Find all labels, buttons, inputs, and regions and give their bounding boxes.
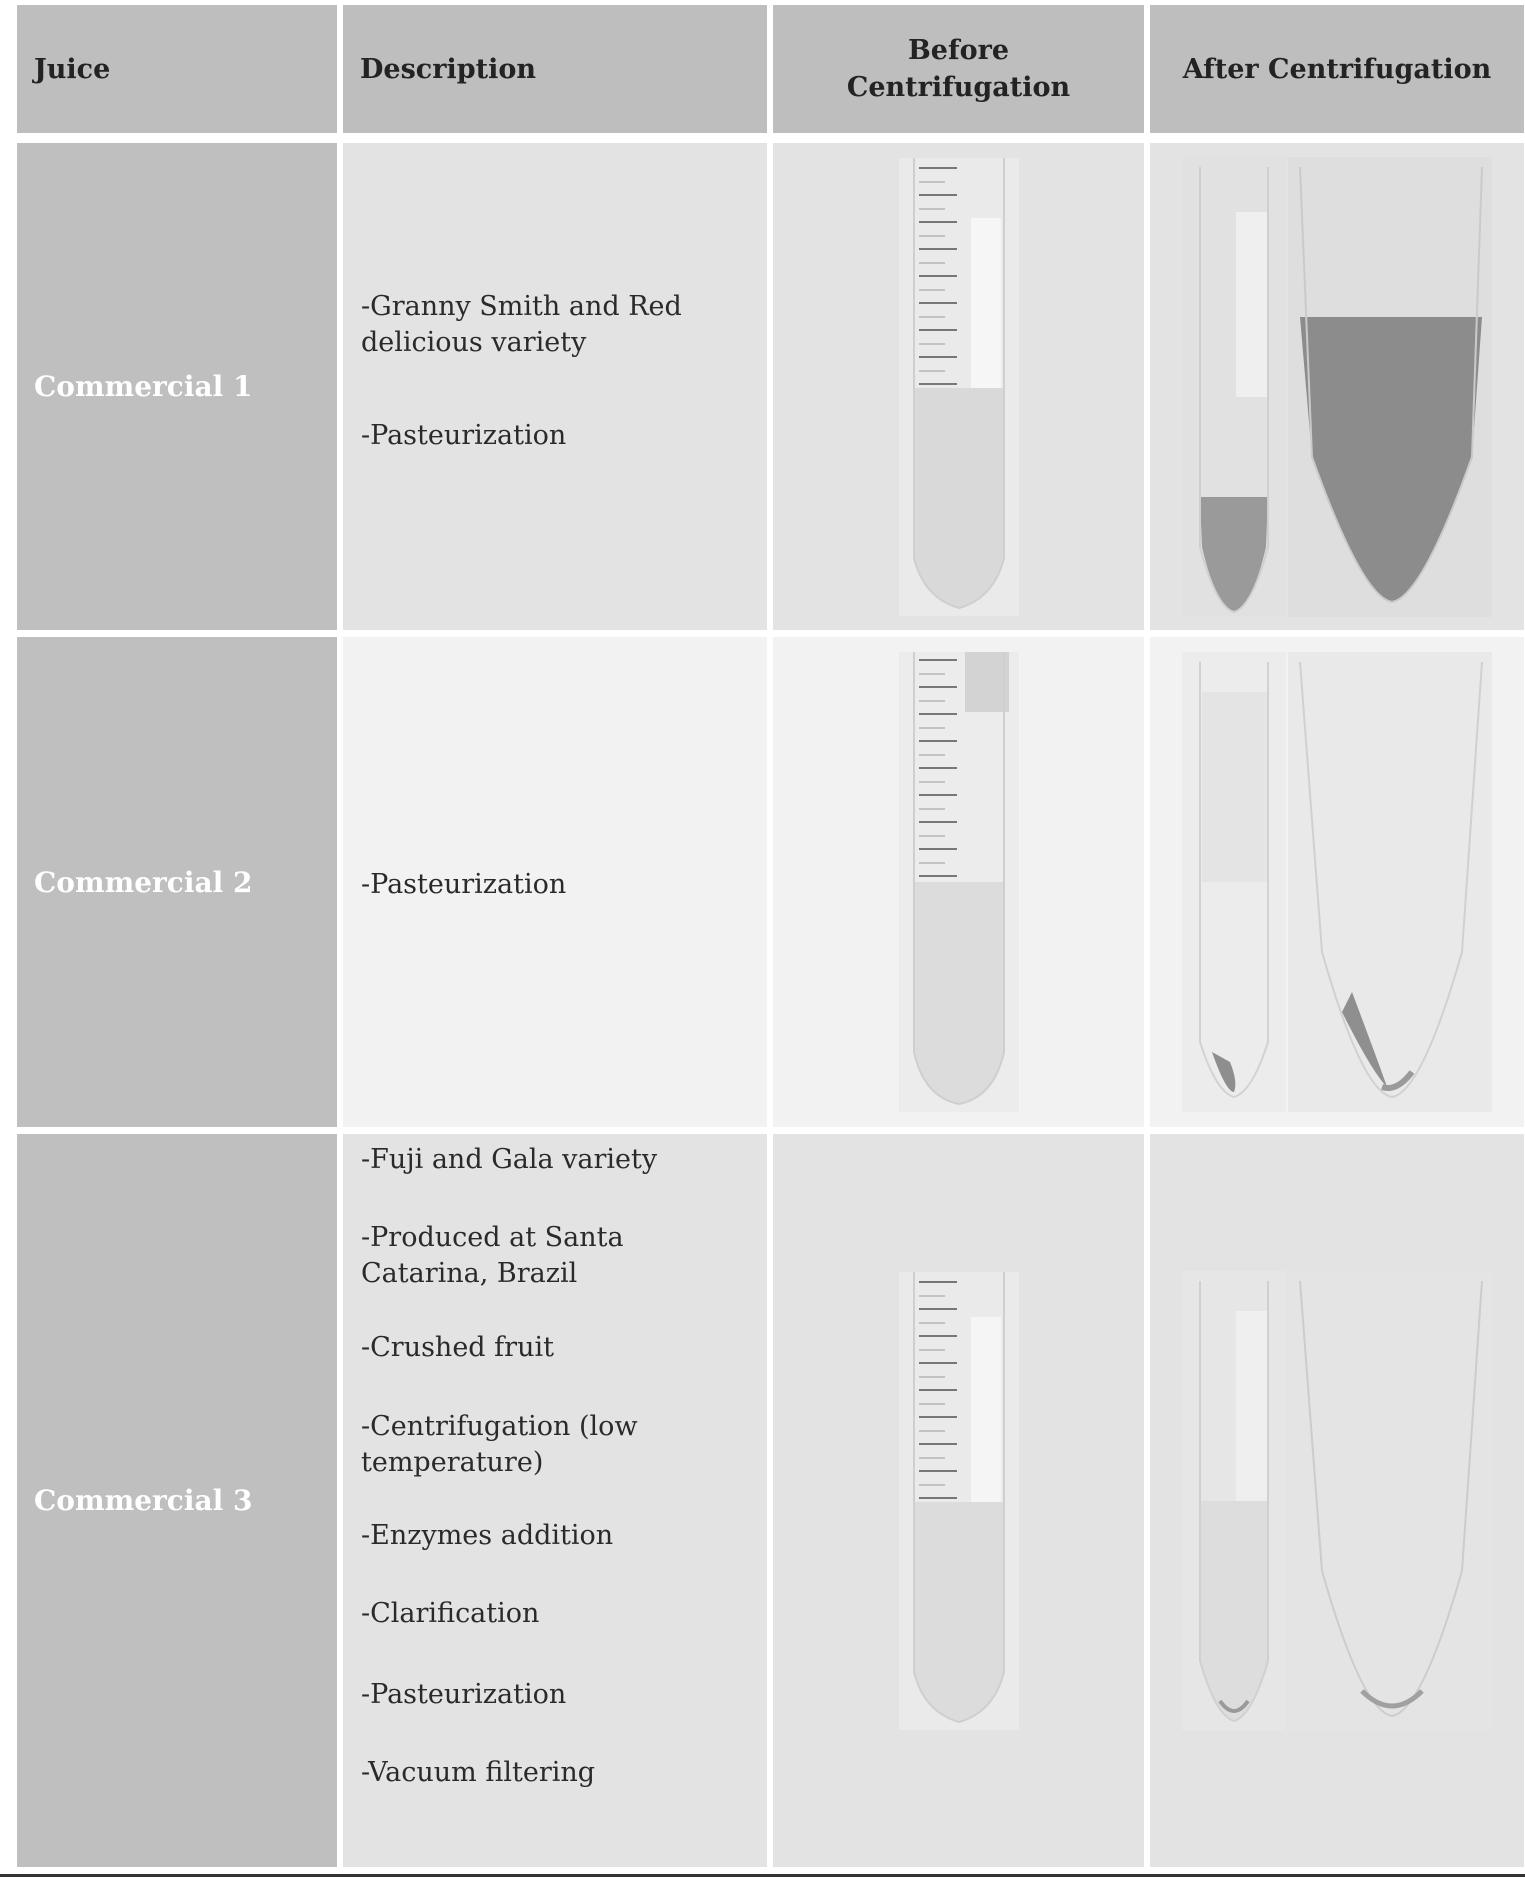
row3-juice-cell (17, 1134, 337, 1867)
row1-description-cell (343, 143, 767, 630)
row2-after-cell (1150, 637, 1524, 1127)
header-description-label: Description (360, 53, 536, 85)
row2-description-cell (343, 637, 767, 1127)
header-before-line1: Before (907, 35, 1010, 66)
row3-description-item: -Produced at Santa Catarina, Brazil (361, 1222, 624, 1289)
header-before (773, 5, 1144, 133)
row2-juice-cell (17, 637, 337, 1127)
row3-description-item: -Fuji and Gala variety (361, 1144, 658, 1175)
row3-description-item: -Crushed fruit (361, 1332, 554, 1363)
header-after-label: After Centrifugation (1182, 53, 1492, 85)
row3-after-cell (1150, 1134, 1524, 1867)
row1-description-item: -Pasteurization (361, 420, 567, 451)
row1-before-cell (773, 143, 1144, 630)
row2-before-cell (773, 637, 1144, 1127)
header-after (1150, 5, 1524, 133)
row3-description-item: -Pasteurization (361, 1679, 567, 1710)
header-juice (17, 5, 337, 133)
row2-description-item: -Pasteurization (361, 869, 567, 900)
row3-description-item: -Vacuum filtering (361, 1757, 596, 1788)
row3-before-tube-photo (899, 1272, 1019, 1730)
row1-description-item: -Granny Smith and Red delicious variety (361, 291, 682, 358)
row1-after-cell (1150, 143, 1524, 630)
row2-juice-name: Commercial 2 (34, 865, 253, 899)
row3-juice-name: Commercial 3 (34, 1484, 253, 1517)
header-juice-label: Juice (34, 53, 111, 85)
row3-after-tube-photo (1182, 1271, 1492, 1731)
row3-description-item: -Clarification (361, 1598, 540, 1629)
header-before-line2: Centrifugation (846, 72, 1071, 103)
row1-juice-cell (17, 143, 337, 630)
row1-before-tube-photo (899, 158, 1019, 616)
row1-after-tube-photo (1182, 157, 1492, 617)
row3-before-cell (773, 1134, 1144, 1867)
row2-before-tube-photo (899, 652, 1019, 1112)
table-bottom-rule (0, 1874, 1525, 1877)
row1-juice-name: Commercial 1 (34, 370, 253, 403)
header-description (343, 5, 767, 133)
row2-after-tube-photo (1182, 652, 1492, 1112)
row3-description-item: -Centrifugation (low temperature) (361, 1411, 638, 1478)
row3-description-cell (343, 1134, 767, 1867)
row3-description-item: -Enzymes addition (361, 1520, 614, 1551)
